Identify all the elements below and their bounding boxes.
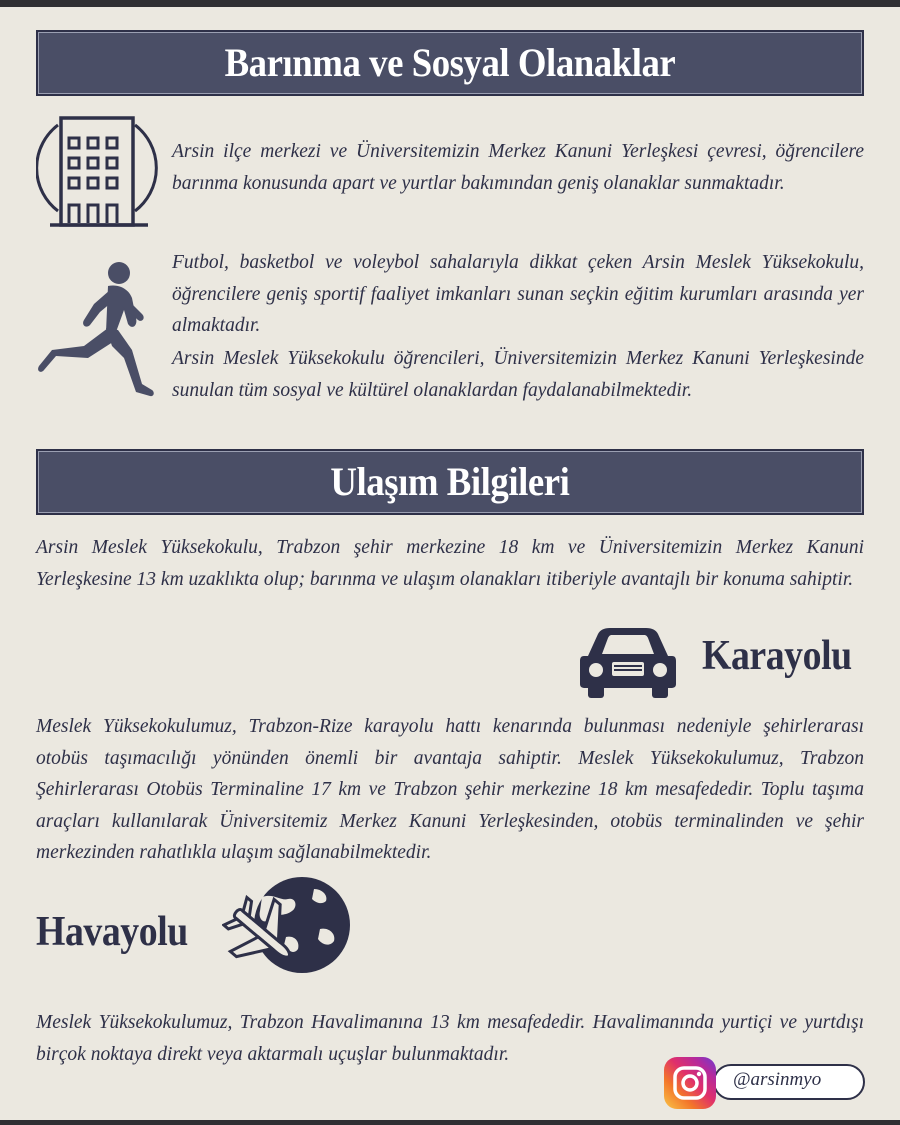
car-icon [580, 626, 676, 698]
bottom-border [0, 1120, 900, 1125]
sports-paragraph: Futbol, basketbol ve voleybol sahalarıyla dikkat çeken Arsin Meslek Yüksekokulu, öğrencilere geniş sportif faaliyet imkanları sunan seçkin eğitim kurumları arasında yer almaktadır. [172, 252, 864, 336]
air-heading: Havayolu [36, 909, 188, 955]
road-paragraph: Meslek Yüksekokulumuz, Trabzon-Rize karayolu hattı kenarında bulunması nedeniyle şehirlerarası otobüs taşımacılığı yönünden önemli bir avantaja sahiptir. Meslek Yüksekokulumuz, Trabzon Şehirlerarası Otobüs Terminaline 17 km ve Trabzon şehir merkezine 18 km mesafededir. Toplu taşıma araçları kullanılarak Üniversitemiz Merkez Kanuni Yerleşkesinden, otobüs terminalinden ve şehir merkezinden rahatlıkla ulaşım sağlanabilmektedir. [36, 716, 864, 863]
housing-section-title: Barınma ve Sosyal Olanaklar [224, 40, 676, 85]
building-icon [36, 110, 158, 228]
housing-paragraph: Arsin ilçe merkezi ve Üniversitemizin Merkez Kanuni Yerleşkesi çevresi, öğrencilere barınma konusunda apart ve yurtlar bakımından geniş olanaklar sunmaktadır. [172, 141, 864, 194]
housing-section-banner [36, 30, 864, 96]
instagram-icon[interactable] [664, 1057, 716, 1109]
instagram-handle[interactable]: @arsinmyo [733, 1069, 822, 1090]
runner-icon [36, 258, 158, 400]
top-border [0, 0, 900, 7]
transport-intro-paragraph: Arsin Meslek Yüksekokulu, Trabzon şehir merkezine 18 km ve Üniversitemizin Merkez Kanuni Yerleşkesine 13 km uzaklıkta olup; barınma ve ulaşım olanakları itiberiyle avantajlı bir konuma sahiptir. [36, 537, 864, 590]
transport-section-banner [36, 449, 864, 515]
social-paragraph: Arsin Meslek Yüksekokulu öğrencileri, Üniversitemizin Merkez Kanuni Yerleşkesinde sunulan tüm sosyal ve kültürel olanaklardan faydalanabilmektedir. [172, 348, 864, 401]
transport-section-title: Ulaşım Bilgileri [330, 459, 570, 504]
road-heading: Karayolu [702, 633, 852, 679]
air-paragraph: Meslek Yüksekokulumuz, Trabzon Havalimanına 13 km mesafededir. Havalimanında yurtiçi ve yurtdışı birçok noktaya direkt veya aktarmalı uçuşlar bulunmaktadır. [36, 1012, 864, 1065]
globe-plane-icon [222, 875, 356, 981]
